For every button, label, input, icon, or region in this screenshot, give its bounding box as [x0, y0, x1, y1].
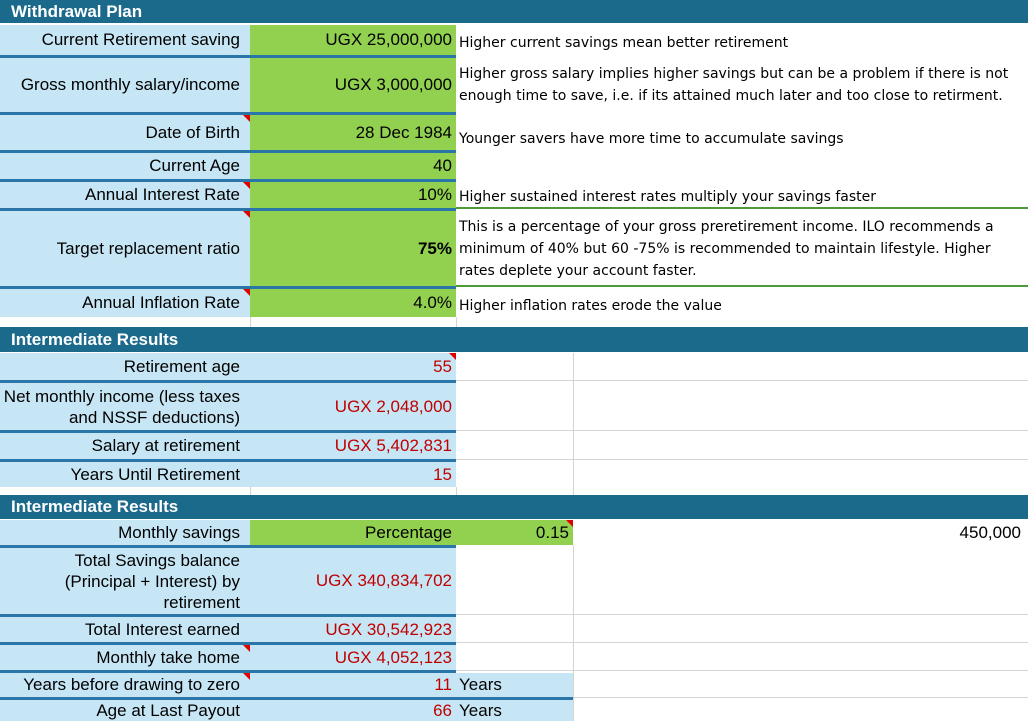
- section-title: Withdrawal Plan: [11, 1, 143, 21]
- comment-indicator[interactable]: [449, 353, 456, 360]
- section-header-withdrawal-plan: [0, 0, 1028, 23]
- input-date-of-birth[interactable]: 28 Dec 1984: [250, 115, 456, 150]
- comment-indicator[interactable]: [243, 182, 250, 189]
- label-salary-at-retirement: Salary at retirement: [0, 433, 250, 459]
- output-years-until-retirement: 15: [250, 462, 456, 487]
- section-title: Intermediate Results: [11, 329, 179, 349]
- note-target-replacement-ratio: This is a percentage of your gross preretirement income. ILO recommends a minimum of 40% but 60 -75% is recommended to maintain lifestyle. Higher rates deplete your account faster.: [456, 211, 1028, 286]
- grid-line: [250, 487, 251, 495]
- note-current-retirement-saving: Higher current savings mean better retirement: [456, 25, 1028, 55]
- input-target-replacement-ratio[interactable]: 75%: [250, 211, 456, 286]
- section-header-intermediate-results-2: [0, 495, 1028, 519]
- note-annual-inflation-rate: Higher inflation rates erode the value: [456, 289, 1028, 317]
- note-date-of-birth: Younger savers have more time to accumulate savings: [456, 115, 1028, 150]
- label-years-before-drawing-to-zero: Years before drawing to zero: [0, 673, 250, 697]
- label-date-of-birth: Date of Birth: [0, 115, 250, 150]
- grid-line: [456, 430, 1028, 431]
- cell-border: [456, 285, 1028, 287]
- label-current-age: Current Age: [0, 153, 250, 179]
- label-current-retirement-saving: Current Retirement saving: [0, 25, 250, 55]
- grid-line: [456, 459, 1028, 460]
- comment-indicator[interactable]: [243, 289, 250, 296]
- label-annual-interest-rate: Annual Interest Rate: [0, 182, 250, 208]
- grid-line: [250, 317, 251, 327]
- label-monthly-take-home: Monthly take home: [0, 645, 250, 670]
- comment-indicator[interactable]: [243, 673, 250, 680]
- input-current-retirement-saving[interactable]: UGX 25,000,000: [250, 25, 456, 55]
- input-gross-monthly-salary[interactable]: UGX 3,000,000: [250, 58, 456, 112]
- label-age-at-last-payout: Age at Last Payout: [0, 700, 250, 721]
- comment-indicator[interactable]: [566, 520, 573, 527]
- grid-line: [456, 642, 1028, 643]
- grid-line: [456, 670, 1028, 671]
- value-monthly-savings-amount: 450,000: [574, 520, 1028, 545]
- label-years-until-retirement: Years Until Retirement: [0, 462, 250, 487]
- label-net-monthly-income: Net monthly income (less taxes and NSSF deductions): [0, 383, 250, 430]
- note-current-age: [456, 153, 1028, 179]
- output-salary-at-retirement: UGX 5,402,831: [250, 433, 456, 459]
- label-target-replacement-ratio: Target replacement ratio: [0, 211, 250, 286]
- label-monthly-savings: Monthly savings: [0, 520, 250, 545]
- output-years-before-drawing-to-zero: 11: [250, 673, 456, 697]
- value-current-age: 40: [250, 153, 456, 179]
- input-annual-interest-rate[interactable]: 10%: [250, 182, 456, 208]
- label-annual-inflation-rate: Annual Inflation Rate: [0, 289, 250, 317]
- label-gross-monthly-salary: Gross monthly salary/income: [0, 58, 250, 112]
- output-total-interest-earned: UGX 30,542,923: [250, 617, 456, 642]
- label-total-savings-balance: Total Savings balance (Principal + Interest) by retirement: [0, 548, 250, 614]
- grid-line: [456, 487, 457, 495]
- comment-indicator[interactable]: [243, 115, 250, 122]
- grid-line: [456, 614, 1028, 615]
- select-savings-mode[interactable]: Percentage: [250, 520, 456, 545]
- grid-line: [456, 380, 1028, 381]
- unit-years: Years: [456, 700, 573, 721]
- output-total-savings-balance: UGX 340,834,702: [250, 548, 456, 614]
- note-annual-interest-rate: Higher sustained interest rates multiply your savings faster: [456, 182, 1028, 208]
- output-monthly-take-home: UGX 4,052,123: [250, 645, 456, 670]
- section-title: Intermediate Results: [11, 497, 179, 516]
- grid-line: [573, 545, 574, 721]
- output-retirement-age: 55: [250, 353, 456, 380]
- note-gross-monthly-salary: Higher gross salary implies higher savings but can be a problem if there is not enough time to save, i.e. if its attained much later and too close to retirment.: [456, 58, 1028, 112]
- label-retirement-age: Retirement age: [0, 353, 250, 380]
- unit-years: Years: [456, 673, 573, 697]
- input-savings-rate[interactable]: 0.15: [456, 520, 573, 545]
- comment-indicator[interactable]: [243, 645, 250, 652]
- grid-line: [573, 353, 574, 495]
- output-net-monthly-income: UGX 2,048,000: [250, 383, 456, 430]
- input-annual-inflation-rate[interactable]: 4.0%: [250, 289, 456, 317]
- cell-border: [456, 207, 1028, 209]
- label-total-interest-earned: Total Interest earned: [0, 617, 250, 642]
- section-header-intermediate-results-1: [0, 327, 1028, 352]
- comment-indicator[interactable]: [243, 211, 250, 218]
- grid-line: [456, 317, 457, 327]
- output-age-at-last-payout: 66: [250, 700, 456, 721]
- grid-line: [573, 697, 1028, 698]
